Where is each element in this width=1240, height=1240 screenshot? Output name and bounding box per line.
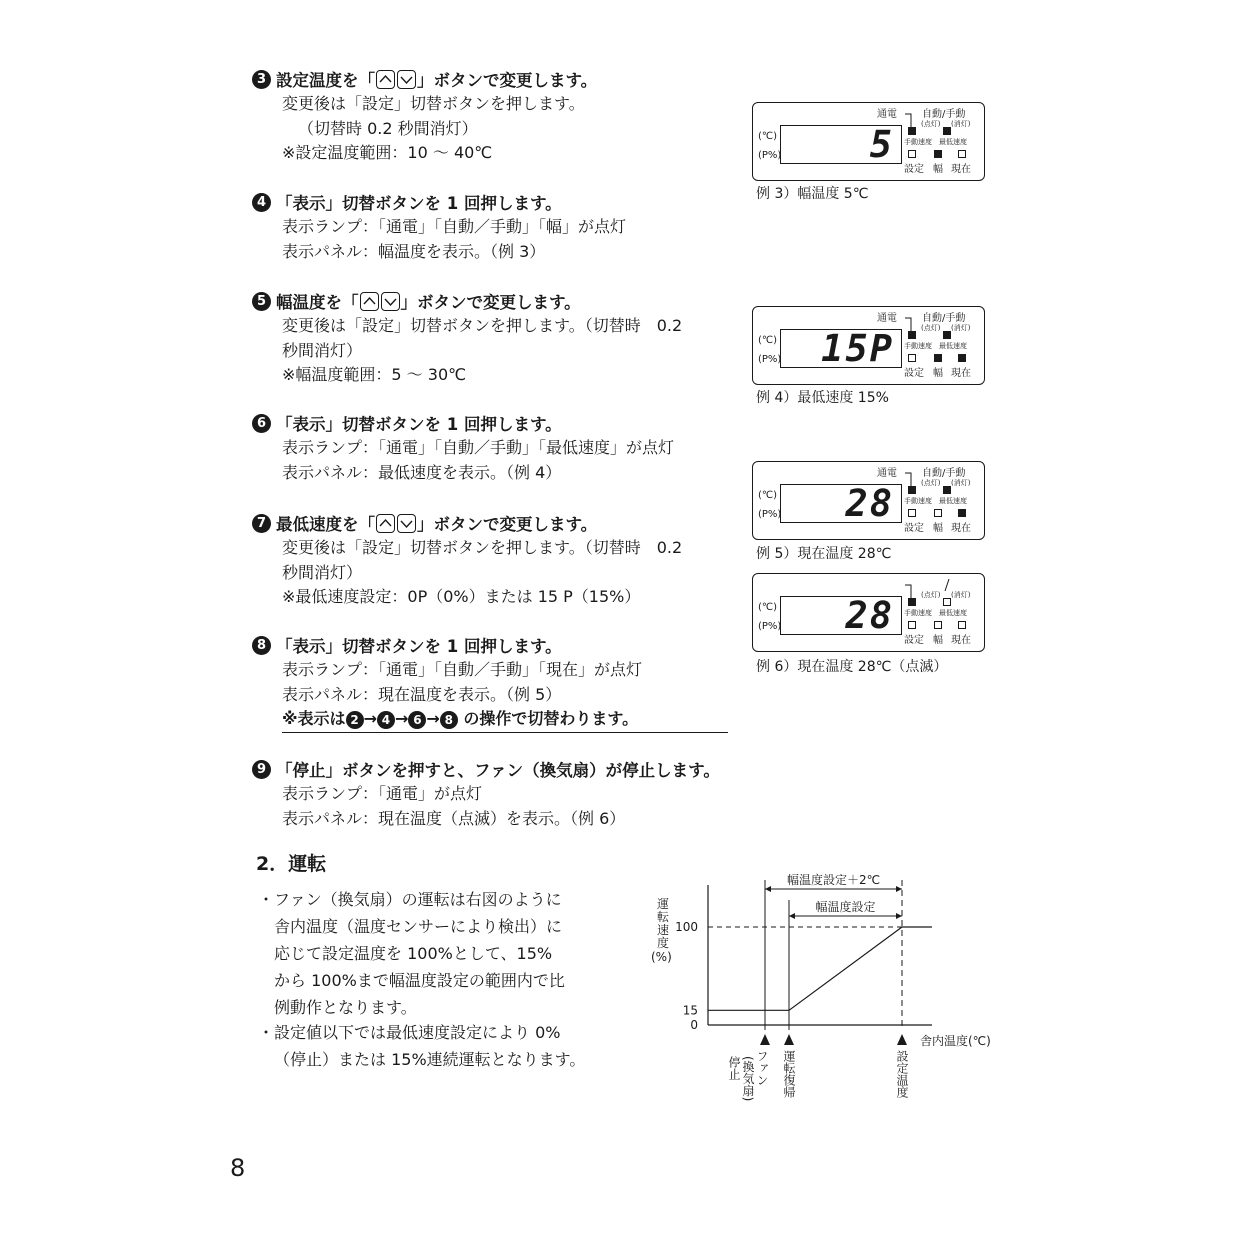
lcd-digits: 28 [845, 594, 894, 637]
bullet-line: （停止）または 15%連続運転となります。 [274, 1050, 586, 1069]
inline-step-badge: 8 [440, 711, 458, 729]
y-axis-label-char: 速 [657, 923, 670, 937]
width-lamp [934, 150, 942, 158]
width-lamp [934, 354, 942, 362]
tsuden-lamp [908, 486, 916, 494]
y-tick-label: 0 [690, 1018, 698, 1032]
min-speed-label: 最低速度 [939, 497, 967, 505]
min-speed-label: 最低速度 [939, 342, 967, 350]
step-3 [252, 66, 732, 166]
current-lamp [958, 621, 966, 629]
auto-manual-lamp [943, 598, 951, 606]
tsuden-lamp [908, 598, 916, 606]
manual-speed-label: 手動速度 [904, 497, 932, 505]
auto-manual-lamp [943, 486, 951, 494]
y-tick-label: 15 [682, 1003, 698, 1018]
up-arrow-button-icon [376, 514, 395, 533]
lit-label: (点灯) [921, 479, 941, 487]
display-panel-example-4 [752, 306, 985, 385]
step-line: 秒間消灯） [282, 340, 363, 360]
display-panel-example-6 [752, 573, 985, 652]
step-heading: 「表示」切替ボタンを 1 回押します。 [276, 194, 562, 213]
unit-labels: (℃) (P%) [758, 602, 782, 632]
step-heading-pre: 設定温度を「 [276, 71, 375, 90]
auto-manual-label: 自動/手動 [922, 468, 966, 479]
display-panel-example-3 [752, 102, 985, 181]
display-cycle-note: ※表示は 2 → 4 → 6 → 8 の操作で切替わります。 [282, 707, 728, 733]
step-line: （切替時 0.2 秒間消灯） [298, 118, 478, 138]
panel-caption: 例 5）現在温度 28℃ [756, 546, 892, 562]
current-label: 現在 [951, 523, 971, 534]
section-title: 2．運転 [256, 853, 327, 875]
y-axis-label-char: 運 [657, 897, 670, 911]
manual-speed-label: 手動速度 [904, 342, 932, 350]
step-line: 表示ランプ：「通電」「自動／手動」「最低速度」が点灯 [282, 438, 675, 457]
tsuden-lamp [908, 127, 916, 135]
speed-curve [708, 927, 932, 1010]
y-axis-unit: (%) [651, 950, 672, 964]
outer-span-arrow-left [765, 886, 771, 892]
step-heading-post: 」ボタンで変更します。 [417, 515, 598, 534]
page-number: 8 [230, 1154, 246, 1182]
lcd-display [780, 329, 902, 368]
step-number-badge: 7 [252, 514, 271, 533]
step-line: 表示パネル：現在温度を表示。（例 5） [282, 684, 562, 704]
lit-label: (点灯) [921, 120, 941, 128]
step-6 [252, 410, 732, 485]
unit-labels: (℃) (P%) [758, 335, 782, 365]
display-panel-example-5 [752, 461, 985, 540]
unlit-label: (消灯) [951, 120, 971, 128]
outer-span-label: 幅温度設定＋2℃ [786, 873, 881, 887]
inner-span-label: 幅温度設定 [815, 900, 876, 914]
bullet-line: ・設定値以下では最低速度設定により 0% [258, 1023, 561, 1042]
down-arrow-button-icon [381, 292, 400, 311]
lit-label: (点灯) [921, 591, 941, 599]
inner-span-arrow-left [789, 913, 795, 919]
step-number-badge: 9 [252, 760, 271, 779]
down-arrow-button-icon [397, 70, 416, 89]
setting-label: 設定 [904, 164, 924, 175]
lcd-display [780, 125, 902, 164]
lit-label: (点灯) [921, 324, 941, 332]
lcd-display [780, 596, 902, 635]
marker-label: ファン [755, 1050, 769, 1086]
tsuden-label: 通電 [877, 109, 897, 120]
width-lamp [934, 621, 942, 629]
marker-triangle [760, 1034, 770, 1045]
tsuden-label: 通電 [877, 313, 897, 324]
setting-lamp [908, 150, 916, 158]
bullet-2 [258, 1019, 618, 1073]
y-axis-label-char: 転 [657, 910, 670, 924]
auto-manual-label: 自動/手動 [922, 313, 966, 324]
bullet-line: 応じて設定温度を 100%として、15% [274, 944, 553, 963]
step-line: ※幅温度範囲：5 ～ 30℃ [282, 365, 467, 384]
manual-speed-label: 手動速度 [904, 609, 932, 617]
width-label: 幅 [933, 164, 943, 175]
unlit-label: (消灯) [951, 479, 971, 487]
bullet-line: 舎内温度（温度センサーにより検出）に [274, 917, 563, 936]
marker-triangle [897, 1034, 907, 1045]
step-line: 秒間消灯） [282, 562, 363, 582]
panel-caption: 例 3）幅温度 5℃ [756, 186, 869, 202]
current-lamp [958, 509, 966, 517]
current-lamp [958, 354, 966, 362]
width-label: 幅 [933, 523, 943, 534]
step-7 [252, 510, 732, 610]
step-line: 表示パネル：幅温度を表示。（例 3） [282, 241, 546, 261]
bullet-line: から 100%まで幅温度設定の範囲内で比 [274, 971, 565, 990]
inner-span-arrow-right [896, 913, 902, 919]
marker-label: 運転復帰 [782, 1050, 796, 1098]
unit-labels: (℃) (P%) [758, 131, 782, 161]
manual-speed-label: 手動速度 [904, 138, 932, 146]
marker-triangle [784, 1034, 794, 1045]
down-arrow-button-icon [397, 514, 416, 533]
slash-icon [943, 578, 951, 592]
width-lamp [934, 509, 942, 517]
step-number-badge: 6 [252, 414, 271, 433]
unlit-label: (消灯) [951, 324, 971, 332]
operation-chart [640, 860, 1020, 1110]
outer-span-arrow-right [896, 886, 902, 892]
min-speed-label: 最低速度 [939, 138, 967, 146]
x-axis-label: 舎内温度(℃) [920, 1034, 991, 1048]
step-9 [252, 756, 732, 831]
setting-label: 設定 [904, 368, 924, 379]
step-heading: 「表示」切替ボタンを 1 回押します。 [276, 637, 562, 656]
bullet-1 [258, 886, 618, 1021]
inline-step-badge: 6 [408, 711, 426, 729]
min-speed-label: 最低速度 [939, 609, 967, 617]
bullet-line: 例動作となります。 [274, 998, 417, 1017]
auto-manual-lamp [943, 127, 951, 135]
up-arrow-button-icon [376, 70, 395, 89]
lcd-display [780, 484, 902, 523]
step-number-badge: 4 [252, 193, 271, 212]
step-4 [252, 189, 732, 264]
panel-caption: 例 6）現在温度 28℃（点滅） [756, 659, 948, 675]
step-line: 表示ランプ：「通電」が点灯 [282, 784, 483, 803]
setting-lamp [908, 354, 916, 362]
step-line: 表示ランプ：「通電」「自動／手動」「現在」が点灯 [282, 660, 643, 679]
step-heading-post: 」ボタンで変更します。 [400, 293, 581, 312]
step-number-badge: 3 [252, 70, 271, 89]
step-line: 変更後は「設定」切替ボタンを押します。（切替時 0.2 [282, 538, 683, 557]
setting-lamp [908, 621, 916, 629]
marker-label: (換気扇) [741, 1056, 755, 1102]
lcd-digits: 28 [845, 482, 894, 525]
current-lamp [958, 150, 966, 158]
step-number-badge: 5 [252, 292, 271, 311]
current-label: 現在 [951, 368, 971, 379]
width-label: 幅 [933, 635, 943, 646]
setting-label: 設定 [904, 523, 924, 534]
up-arrow-button-icon [360, 292, 379, 311]
inline-step-badge: 2 [346, 711, 364, 729]
marker-label: 停止 [727, 1056, 741, 1080]
step-number-badge: 8 [252, 636, 271, 655]
tsuden-label: 通電 [877, 468, 897, 479]
panel-caption: 例 4）最低速度 15% [756, 390, 889, 406]
bullet-line: ・ファン（換気扇）の運転は右図のように [258, 890, 562, 909]
marker-label: 設定温度 [895, 1050, 909, 1098]
step-heading: 「表示」切替ボタンを 1 回押します。 [276, 415, 562, 434]
step-8 [252, 632, 732, 733]
step-line: ※最低速度設定：0P（0%）または 15 P（15%） [282, 587, 641, 606]
y-tick-label: 100 [675, 920, 698, 934]
setting-lamp [908, 509, 916, 517]
step-line: 変更後は「設定」切替ボタンを押します。（切替時 0.2 [282, 316, 683, 335]
auto-manual-lamp [943, 331, 951, 339]
unlit-label: (消灯) [951, 591, 971, 599]
step-heading-pre: 幅温度を「 [276, 293, 359, 312]
current-label: 現在 [951, 164, 971, 175]
auto-manual-label: 自動/手動 [922, 109, 966, 120]
step-line: 表示ランプ：「通電」「自動／手動」「幅」が点灯 [282, 217, 627, 236]
unit-labels: (℃) (P%) [758, 490, 782, 520]
current-label: 現在 [951, 635, 971, 646]
inline-step-badge: 4 [377, 711, 395, 729]
step-line: ※設定温度範囲：10 ～ 40℃ [282, 143, 493, 162]
step-heading-pre: 最低速度を「 [276, 515, 375, 534]
step-5 [252, 288, 732, 388]
tsuden-lamp [908, 331, 916, 339]
y-axis-label-char: 度 [657, 936, 670, 950]
lcd-digits: 5 [869, 123, 894, 166]
step-heading: 「停止」ボタンを押すと、ファン（換気扇）が停止します。 [276, 761, 720, 780]
step-line: 変更後は「設定」切替ボタンを押します。 [282, 94, 585, 113]
width-label: 幅 [933, 368, 943, 379]
lcd-digits: 15P [821, 327, 894, 370]
step-line: 表示パネル：最低速度を表示。（例 4） [282, 462, 562, 482]
setting-label: 設定 [904, 635, 924, 646]
step-heading-post: 」ボタンで変更します。 [417, 71, 598, 90]
step-line: 表示パネル：現在温度（点滅）を表示。（例 6） [282, 808, 626, 828]
